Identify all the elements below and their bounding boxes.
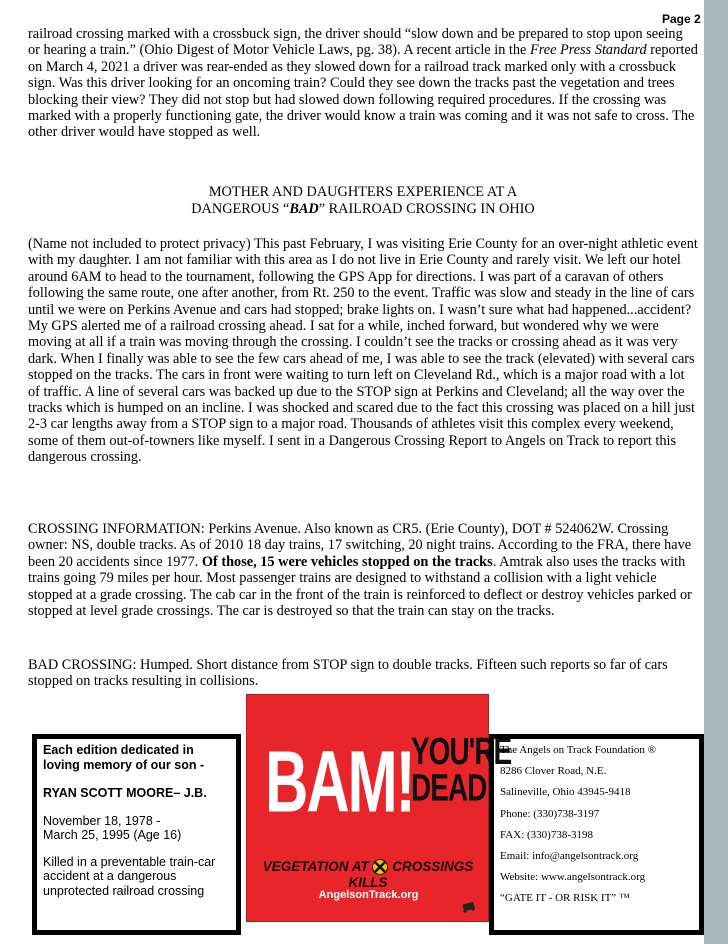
memorial-dates-2: March 25, 1995 (Age 16) <box>43 828 182 842</box>
poster-brand: AngelsonTrack.org <box>318 889 419 901</box>
city-address: Salineville, Ohio 43945-9418 <box>500 786 631 799</box>
memorial-name: RYAN SCOTT MOORE– J.B. <box>43 786 207 800</box>
memorial-note-2: accident at a dangerous <box>43 869 177 883</box>
page-number: Page 2 <box>662 12 701 26</box>
memorial-box <box>32 734 241 935</box>
slogan-left: VEGETATION AT <box>262 859 369 874</box>
email-address: Email: info@angelsontrack.org <box>500 849 639 862</box>
heading-emphasis: BAD <box>289 201 319 217</box>
memorial-note-3: unprotected railroad crossing <box>43 883 205 898</box>
bam-youre-dead-poster <box>246 694 512 922</box>
poster-bam-text: BAM! <box>265 733 414 831</box>
accident-stat-bold: Of those, 15 were vehicles stopped on the tracks <box>201 553 493 570</box>
intro-text-a: railroad crossing marked with a crossbuck sign, the driver should “slow down and be prepared to stop upon seeing or hearing a train.” (Ohio Digest of Motor Vehicle Laws, pg. 38). A recent article in the <box>28 26 683 59</box>
heading-line-1: MOTHER AND DAUGHTERS EXPERIENCE AT A <box>208 184 518 200</box>
crossbuck-icon <box>372 859 388 875</box>
fax-number: FAX: (330)738-3198 <box>500 828 593 841</box>
poster-slogan <box>255 859 481 890</box>
website-address: Website: www.angelsontrack.org <box>500 871 646 884</box>
story-paragraph: (Name not included to protect privacy) This past February, I was visiting Erie County for an over-night athletic event with my daughter. I am not familiar with this area as I do not live in Erie County and rarely visit. We left our hotel around 6AM to head to the tournament, following the GPS App for directions. I was part of a caravan of others following the same route, one after another, from Rt. 250 to the event. Traffic was slow and steady in the line of cars until we were on Perkins Avenue and cars had stopped; brake lights on. I wasn’t sure what had happened...accident? My GPS alerted me of a railroad crossing ahead. I sat for a while, inched forward, but wondered why we were moving at all if a train was moving through the crossing. I couldn’t see the tracks or crossing ahead as it was very dark. When I finally was able to see the few cars ahead of me, I was able to see the track (elevated) with several cars stopped on the tracks. The cars in front were waiting to turn left on Cleveland Rd., which is a major road with a lot of traffic. A line of several cars was backed up due to the STOP sign at Perkins and Cleveland; all the way over the tracks which is humped on an incline. I was shocked and scared due to the fact this crossing was placed on a hill just 2-3 car lengths away from a STOP sign to a major road. Thousands of athletes visit this complex every weekend, some of them out-of-towners like myself. I sent in a Dangerous Crossing Report to Angels on Track to report this dangerous crossing. <box>28 236 698 466</box>
poster-youre-dead-text: YOU'RE DEAD <box>411 730 512 809</box>
memorial-note-1: Killed in a preventable train-car <box>43 854 216 869</box>
memorial-line-1: Each edition dedicated in <box>43 743 194 757</box>
bad-crossing-paragraph: BAD CROSSING: Humped. Short distance from STOP sign to double tracks. Fifteen such reports so far of cars stopped on tracks resulting in collisions. <box>28 657 668 690</box>
page-edge-strip <box>704 0 728 944</box>
intro-paragraph <box>28 26 698 141</box>
memorial-line-2: loving memory of our son - <box>43 757 205 772</box>
wrecked-car-icon <box>461 899 477 913</box>
street-address: 8286 Clover Road, N.E. <box>500 765 607 778</box>
heading-line-2: DANGEROUS “BAD” RAILROAD CROSSING IN OHIO <box>191 201 535 217</box>
article-heading <box>28 184 698 218</box>
org-name: The Angels on Track Foundation ® <box>500 744 656 756</box>
memorial-dates-1: November 18, 1978 - <box>43 813 161 828</box>
intro-text-b: reported on March 4, 2021 a driver was rear-ended as they slowed down for a railroad track marked only with a crossbuck sign. Was this driver looking for an oncoming train? Could they see down the tracks past the vegetation and trees blocking their view? They did not stop but had slowed down following required procedures. If the crossing was marked with a properly functioning gate, the driver would know a train was coming and it was not safe to cross. The other driver would have stopped as well. <box>28 42 698 141</box>
phone-number: Phone: (330)738-3197 <box>500 807 600 820</box>
crossing-info-paragraph: CROSSING INFORMATION: Perkins Avenue. Also known as CR5. (Erie County), DOT # 524062W. Crossing owner: NS, double tracks. As of 2010 18 day trains, 17 switching, 20 night trains. According to the FRA, there have been 20 accidents since 1977. Of those, 15 were vehicles stopped on the tracks. Amtrak also uses the tracks with trains going 79 miles per hour. Most passenger trains are designed to withstand a collision with a light vehicle stopped at a grade crossing. The cab car in the front of the train is reinforced to deflect or destroy vehicles parked or stopped at level grade crossings. The car is destroyed so that the train can stay on the tracks. <box>28 521 692 620</box>
motto: “GATE IT - OR RISK IT” ™ <box>500 892 630 905</box>
slogan-right: CROSSINGS KILLS <box>348 859 474 891</box>
publication-name: Free Press Standard <box>529 42 647 59</box>
contact-box <box>489 734 704 935</box>
